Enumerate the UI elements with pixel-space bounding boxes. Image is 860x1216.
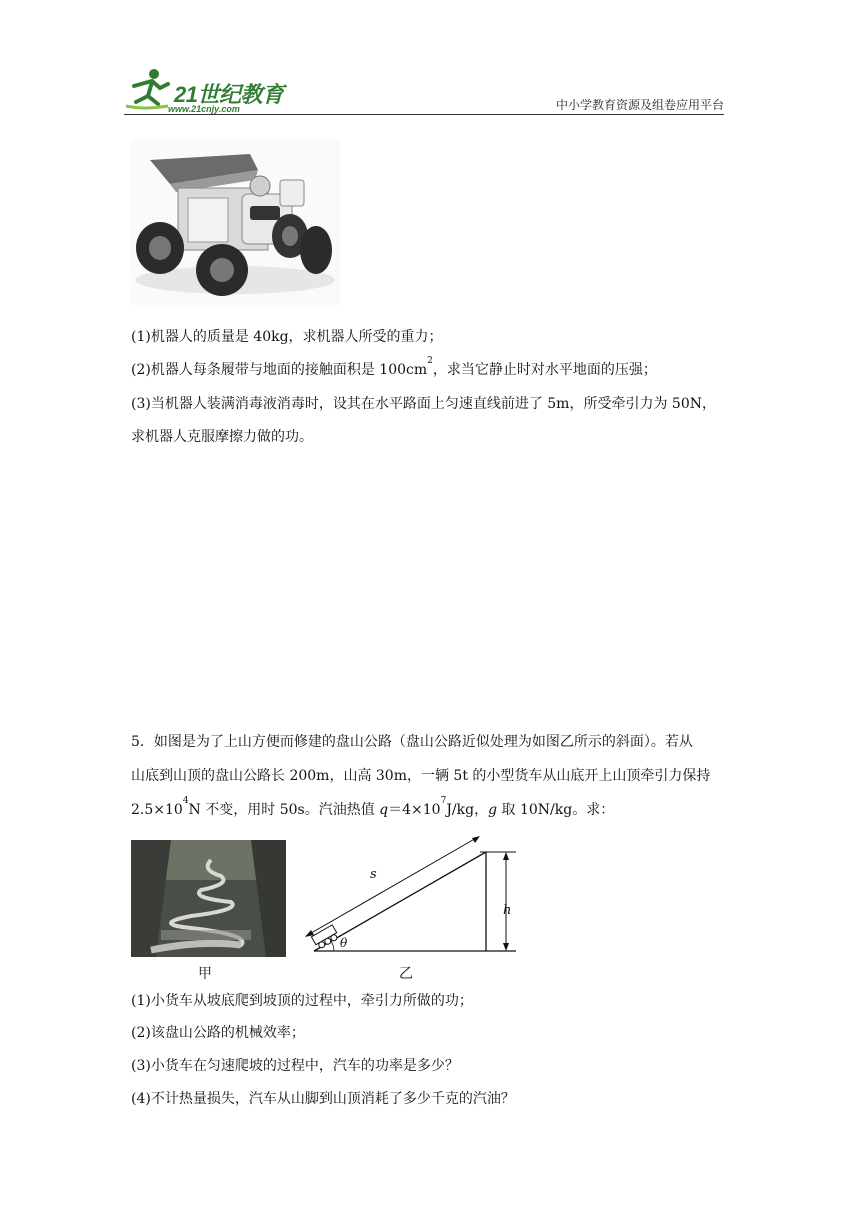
q4-sub1 <box>131 326 443 346</box>
logo-text: 21世纪教育 <box>174 82 284 107</box>
q4-sub1-text: (1)机器人的质量是 40kg，求机器人所受的重力； <box>131 329 443 345</box>
q5-heat-base: ＝4×10 <box>388 802 441 818</box>
q4-sub3-line1: (3)当机器人装满消毒液消毒时，设其在水平路面上匀速直线前进了 5m，所受牵引力为 50N， <box>131 396 716 412</box>
height-label: h <box>503 903 512 918</box>
q5-q-symbol: q <box>379 802 389 818</box>
q4-sub2-text-b: ，求当它静止时对水平地面的压强； <box>432 362 657 378</box>
logo <box>124 66 294 116</box>
q5-sub4: (4)不计热量损失，汽车从山脚到山顶消耗了多少千克的汽油？ <box>131 1091 515 1107</box>
q5-heat-exp: 7 <box>440 796 447 806</box>
q5-stem-line1: 5．如图是为了上山方便而修建的盘山公路（盘山公路近似处理为如图乙所示的斜面）。若从 <box>131 734 693 750</box>
q5-heat-unit: J/kg， <box>446 802 489 818</box>
q5-stem-text-b: N 不变，用时 50s。汽油热值 <box>188 802 380 818</box>
q4-sub2-superscript: 2 <box>427 356 433 366</box>
q4-sub3-line2: 求机器人克服摩擦力做的功。 <box>131 429 313 445</box>
figure-jia-label: 甲 <box>198 966 212 982</box>
q5-sub2: (2)该盘山公路的机械效率； <box>131 1025 305 1041</box>
q5-stem-line2: 山底到山顶的盘山公路长 200m，山高 30m，一辆 5t 的小型货车从山底开上山顶牵引力保持 <box>131 768 711 784</box>
logo-url: www.21cnjy.com <box>168 104 240 114</box>
q5-force-base: 2.5×10 <box>131 802 183 818</box>
q5-force-exp: 4 <box>182 796 189 806</box>
angle-label: θ <box>340 936 348 950</box>
header-divider <box>124 114 724 115</box>
platform-name: 中小学教育资源及组卷应用平台 <box>555 98 724 112</box>
q5-stem-text-e: 取 10N/kg。求： <box>497 802 615 818</box>
q5-g-symbol: g <box>488 802 498 818</box>
q4-sub2 <box>131 356 657 379</box>
figure-yi-label: 乙 <box>399 966 413 982</box>
q5-sub1: (1)小货车从坡底爬到坡顶的过程中，牵引力所做的功； <box>131 993 473 1009</box>
page-header <box>124 66 724 116</box>
truck-icon <box>311 925 339 950</box>
q5-stem-line3 <box>131 796 615 819</box>
disinfection-robot-image <box>130 140 340 305</box>
slope-length-label: s <box>370 867 377 882</box>
q5-sub3: (3)小货车在匀速爬坡的过程中，汽车的功率是多少？ <box>131 1058 459 1074</box>
mountain-road-photo <box>131 840 286 957</box>
incline-diagram <box>294 836 524 958</box>
runner-logo-icon <box>124 66 174 112</box>
q4-sub2-text-a: (2)机器人每条履带与地面的接触面积是 100cm <box>131 362 428 378</box>
